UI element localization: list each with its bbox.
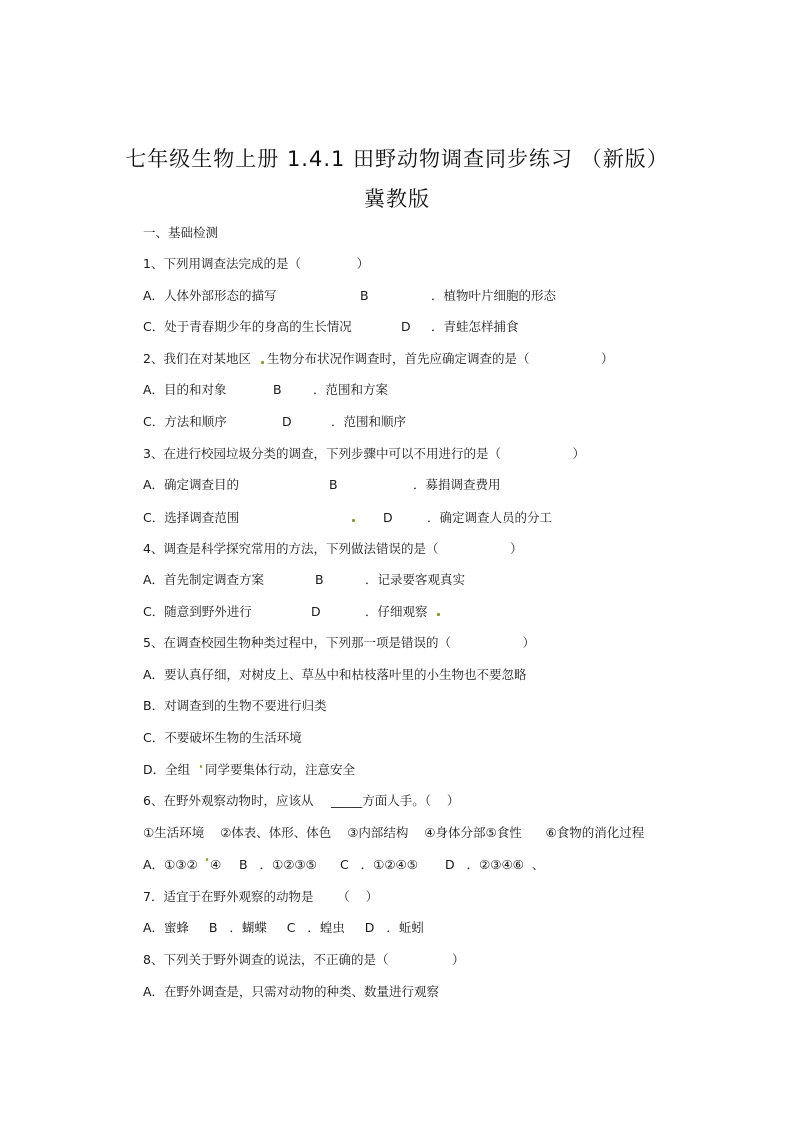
q2-option-c: C．方法和顺序 [143,414,227,429]
q3-option-b-letter: B [329,477,338,492]
q1-row-ab [143,288,663,304]
scan-speck [200,765,202,768]
q8-stem: 8、下列关于野外调查的说法，不正确的是（ ） [143,952,465,967]
q6-option-d: D ．②③④⑥ 、 [445,857,545,872]
q4-option-a: A．首先制定调查方案 [143,572,265,587]
q1-option-b-letter: B [360,288,369,303]
q2-option-b-letter: B [273,382,282,397]
q4-row-cd [143,604,663,620]
q5-option-a: A．要认真仔细，对树皮上、草丛中和枯枝落叶里的小生物也不要忽略 [143,667,527,682]
q5-option-c: C．不要破坏生物的生活环境 [143,730,302,745]
q1-option-d: ．青蛙怎样捕食 [431,319,519,334]
q6-option-a-tail: ④ [210,857,222,872]
q5-option-d-part2: 同学要集体行动，注意安全 [205,762,356,777]
q2-stem-part2: 生物分布状况作调查时，首先应确定调查的是（ ） [267,351,614,366]
q6-options [143,857,663,873]
q2-option-d: ．范围和顺序 [331,414,407,429]
q1-stem: 1、下列用调查法完成的是（ ） [143,256,370,271]
q1-option-b: ．植物叶片细胞的形态 [431,288,557,303]
doc-title-line1: 七年级生物上册 1.4.1 田野动物调查同步练习 （新版） [125,147,669,171]
scan-speck [437,613,440,616]
q7-stem: 7．适宜于在野外观察的动物是 （ ） [143,889,379,904]
scan-speck [261,361,264,364]
q4-option-d-letter: D [311,604,321,619]
q2-option-a: A．目的和对象 [143,382,227,397]
section-heading: 一、基础检测 [143,225,219,240]
q3-option-d-letter: D [383,510,393,525]
q2-row-cd [143,414,663,430]
q1-option-a: A．人体外部形态的描写 [143,288,277,303]
q1-row-cd [143,319,663,335]
q2-stem-part1: 2、我们在对某地区 [143,351,251,366]
q6-stem [143,793,663,809]
q1-option-d-letter: D [401,319,411,334]
q2-row-ab [143,382,663,398]
q6-stem-part2: _____方面人手。（ ） [331,793,460,808]
q3-option-b: ．募捐调查费用 [413,477,501,492]
doc-title-line2: 冀教版 [364,187,430,211]
q4-row-ab [143,572,663,588]
q6-option-c: C ．①②④⑤ [340,857,418,872]
q6-stem-part1: 6、在野外观察动物时，应该从 [143,793,314,808]
scan-speck [352,519,355,522]
q6-option-b: B ．①②③⑤ [239,857,317,872]
q3-option-d: ．确定调查人员的分工 [427,510,553,525]
q5-option-b: B．对调查到的生物不要进行归类 [143,698,327,713]
q2-option-d-letter: D [282,414,292,429]
q3-stem: 3、在进行校园垃圾分类的调查，下列步骤中可以不用进行的是（ ） [143,446,585,461]
q6-option-a: A．①③② [143,857,198,872]
q3-option-a: A．确定调查目的 [143,477,240,492]
q4-stem: 4、调查是科学探究常用的方法，下列做法错误的是（ ） [143,541,523,556]
scan-speck [206,858,208,861]
q2-option-b: ．范围和方案 [313,382,389,397]
q5-stem: 5、在调查校园生物种类过程中，下列那一项是错误的（ ） [143,635,535,650]
q4-option-c: C．随意到野外进行 [143,604,252,619]
q8-option-a: A．在野外调查是，只需对动物的种类、数量进行观察 [143,984,440,999]
q4-option-b-letter: B [315,572,324,587]
q5-option-d-part1: D．全组 [143,762,191,777]
q3-row-ab [143,477,663,493]
q4-option-d: ．仔细观察 [365,604,428,619]
q5-row-d [143,762,663,778]
q3-row-cd [143,510,663,526]
q6-items: ①生活环境 ②体表、体形、体色 ③内部结构 ④身体分部⑤食性 ⑥食物的消化过程 [143,825,645,840]
q4-option-b: ．记录要客观真实 [365,572,466,587]
q7-options: A．蜜蜂 B ．蝴蝶 C ．蝗虫 D ．蚯蚓 [143,920,424,935]
q1-option-c: C．处于青春期少年的身高的生长情况 [143,319,352,334]
q2-stem [143,351,663,367]
q3-option-c: C．选择调查范围 [143,510,240,525]
